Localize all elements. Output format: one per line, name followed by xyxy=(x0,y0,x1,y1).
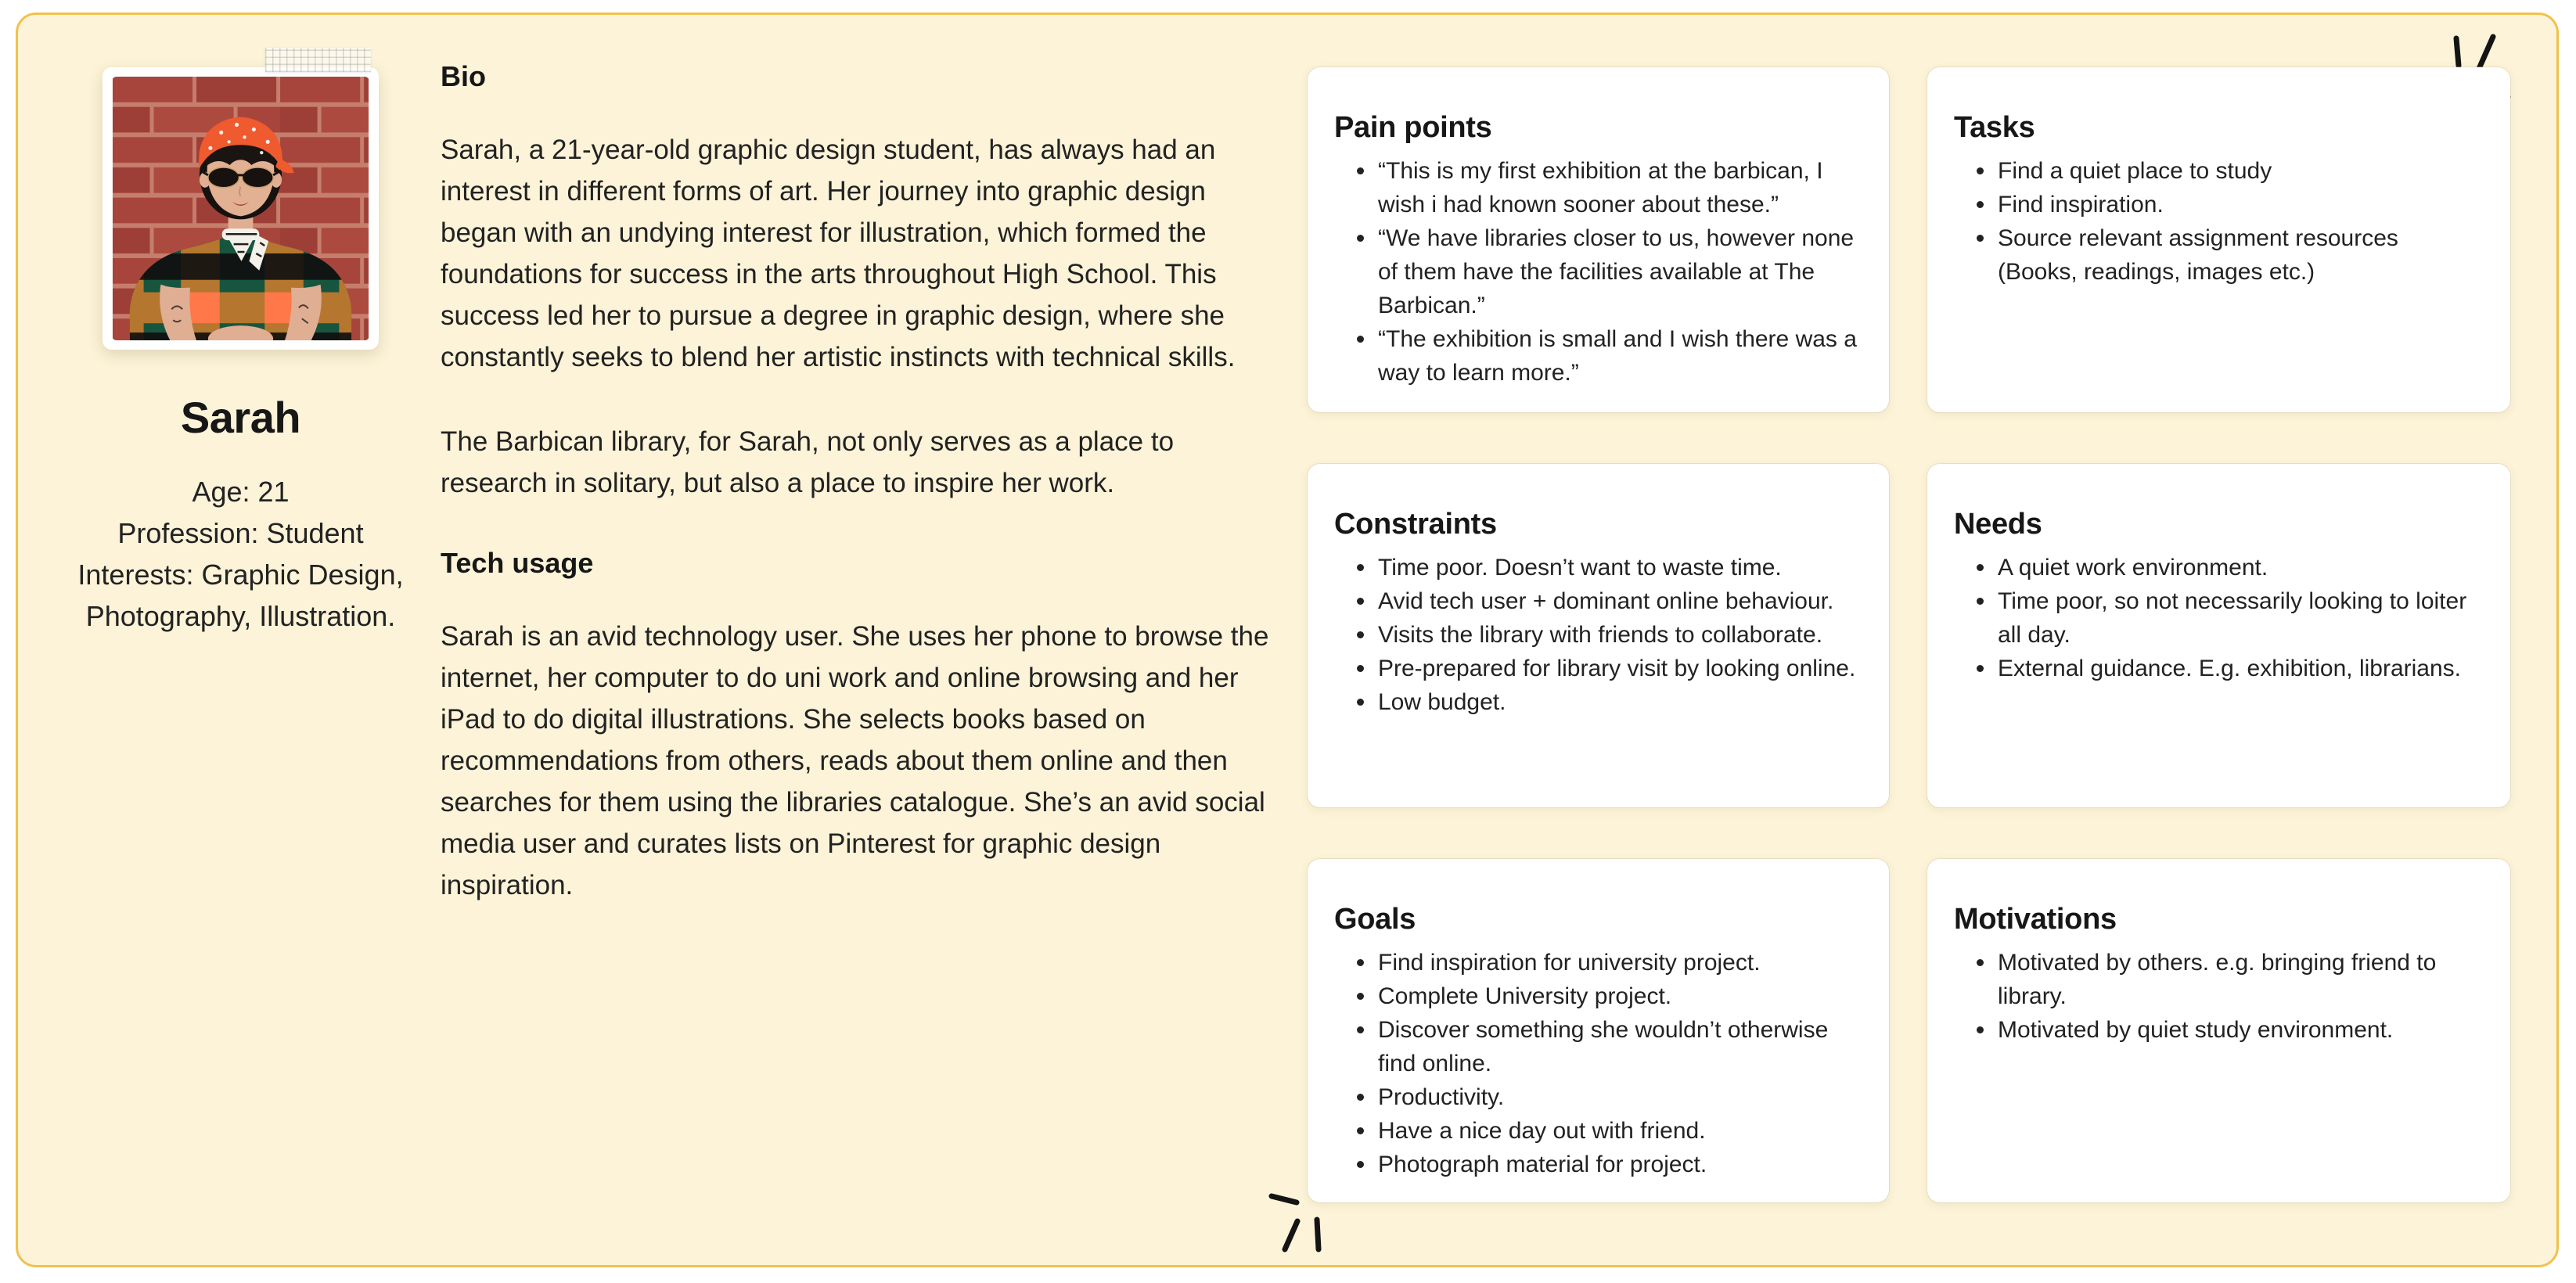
card-list xyxy=(1334,946,1859,1181)
list-item: Motivated by others. e.g. bringing friend to library. xyxy=(1971,946,2481,1013)
list-item: Low budget. xyxy=(1351,685,1859,719)
persona-profession: Profession: Student xyxy=(117,517,364,549)
list-item: Pre-prepared for library visit by looking online. xyxy=(1351,652,1859,685)
portrait-illustration xyxy=(112,77,369,340)
persona-canvas xyxy=(16,13,2559,1267)
persona-interests: Interests: Graphic Design, Photography, Illustration. xyxy=(77,559,404,632)
list-item: External guidance. E.g. exhibition, librarians. xyxy=(1971,652,2481,685)
list-item: Time poor, so not necessarily looking to loiter all day. xyxy=(1971,584,2481,652)
card-list xyxy=(1954,946,2481,1047)
card-title: Tasks xyxy=(1954,111,2035,144)
tech-usage-heading: Tech usage xyxy=(441,547,594,579)
list-item: “We have libraries closer to us, however none of them have the facilities available at The Barbican.” xyxy=(1351,221,1859,322)
persona-age: Age: 21 xyxy=(192,476,290,508)
card-title: Motivations xyxy=(1954,903,2117,936)
card-list xyxy=(1954,551,2481,685)
bio-paragraph: The Barbican library, for Sarah, not only serves as a place to research in solitary, but also a place to inspire her work. xyxy=(441,426,1175,498)
list-item: Time poor. Doesn’t want to waste time. xyxy=(1351,551,1859,584)
about-column xyxy=(441,60,1272,949)
tech-usage-paragraph: Sarah is an avid technology user. She uses her phone to browse the internet, her computer to do uni work and online browsing and her iPad to do digital illustrations. She selects books based on recommendations from others, reads about them online and then searches for them using the libraries catalogue. She’s an avid social media user and curates lists on Pinterest for graphic design inspiration. xyxy=(441,621,1269,900)
card-title: Goals xyxy=(1334,903,1416,936)
list-item: Find inspiration. xyxy=(1971,188,2481,221)
list-item: Have a nice day out with friend. xyxy=(1351,1114,1859,1148)
list-item: Motivated by quiet study environment. xyxy=(1971,1013,2481,1047)
list-item: Productivity. xyxy=(1351,1080,1859,1114)
card-title: Needs xyxy=(1954,508,2042,541)
card-pain-points xyxy=(1308,67,1889,412)
card-tasks xyxy=(1927,67,2510,412)
persona-cards-grid xyxy=(1308,67,2510,1202)
card-list xyxy=(1334,154,1859,390)
list-item: “This is my first exhibition at the barbican, I wish i had known sooner about these.” xyxy=(1351,154,1859,221)
card-title: Constraints xyxy=(1334,508,1497,541)
list-item: Find inspiration for university project. xyxy=(1351,946,1859,979)
list-item: Find a quiet place to study xyxy=(1971,154,2481,188)
bio-heading: Bio xyxy=(441,60,486,92)
list-item: Discover something she wouldn’t otherwise find online. xyxy=(1351,1013,1859,1080)
persona-name: Sarah xyxy=(180,393,301,442)
card-title: Pain points xyxy=(1334,111,1492,144)
card-motivations xyxy=(1927,859,2510,1202)
list-item: Photograph material for project. xyxy=(1351,1148,1859,1181)
list-item: Visits the library with friends to collaborate. xyxy=(1351,618,1859,652)
washi-tape xyxy=(265,48,371,72)
list-item: Complete University project. xyxy=(1351,979,1859,1013)
profile-column xyxy=(27,67,454,637)
card-list xyxy=(1334,551,1859,719)
profile-photo xyxy=(103,67,379,350)
list-item: Source relevant assignment resources (Books, readings, images etc.) xyxy=(1971,221,2481,289)
list-item: A quiet work environment. xyxy=(1971,551,2481,584)
persona-details xyxy=(60,471,422,637)
card-needs xyxy=(1927,464,2510,807)
card-goals xyxy=(1308,859,1889,1202)
list-item: “The exhibition is small and I wish there was a way to learn more.” xyxy=(1351,322,1859,390)
bio-paragraph: Sarah, a 21-year-old graphic design student, has always had an interest in different forms of art. Her journey into graphic design began with an undying interest for illustration, which formed the foundations for success in the arts throughout High School. This success led her to pursue a degree in graphic design, where she constantly seeks to blend her artistic instincts with technical skills. xyxy=(441,135,1236,372)
card-constraints xyxy=(1308,464,1889,807)
list-item: Avid tech user + dominant online behaviour. xyxy=(1351,584,1859,618)
card-list xyxy=(1954,154,2481,289)
